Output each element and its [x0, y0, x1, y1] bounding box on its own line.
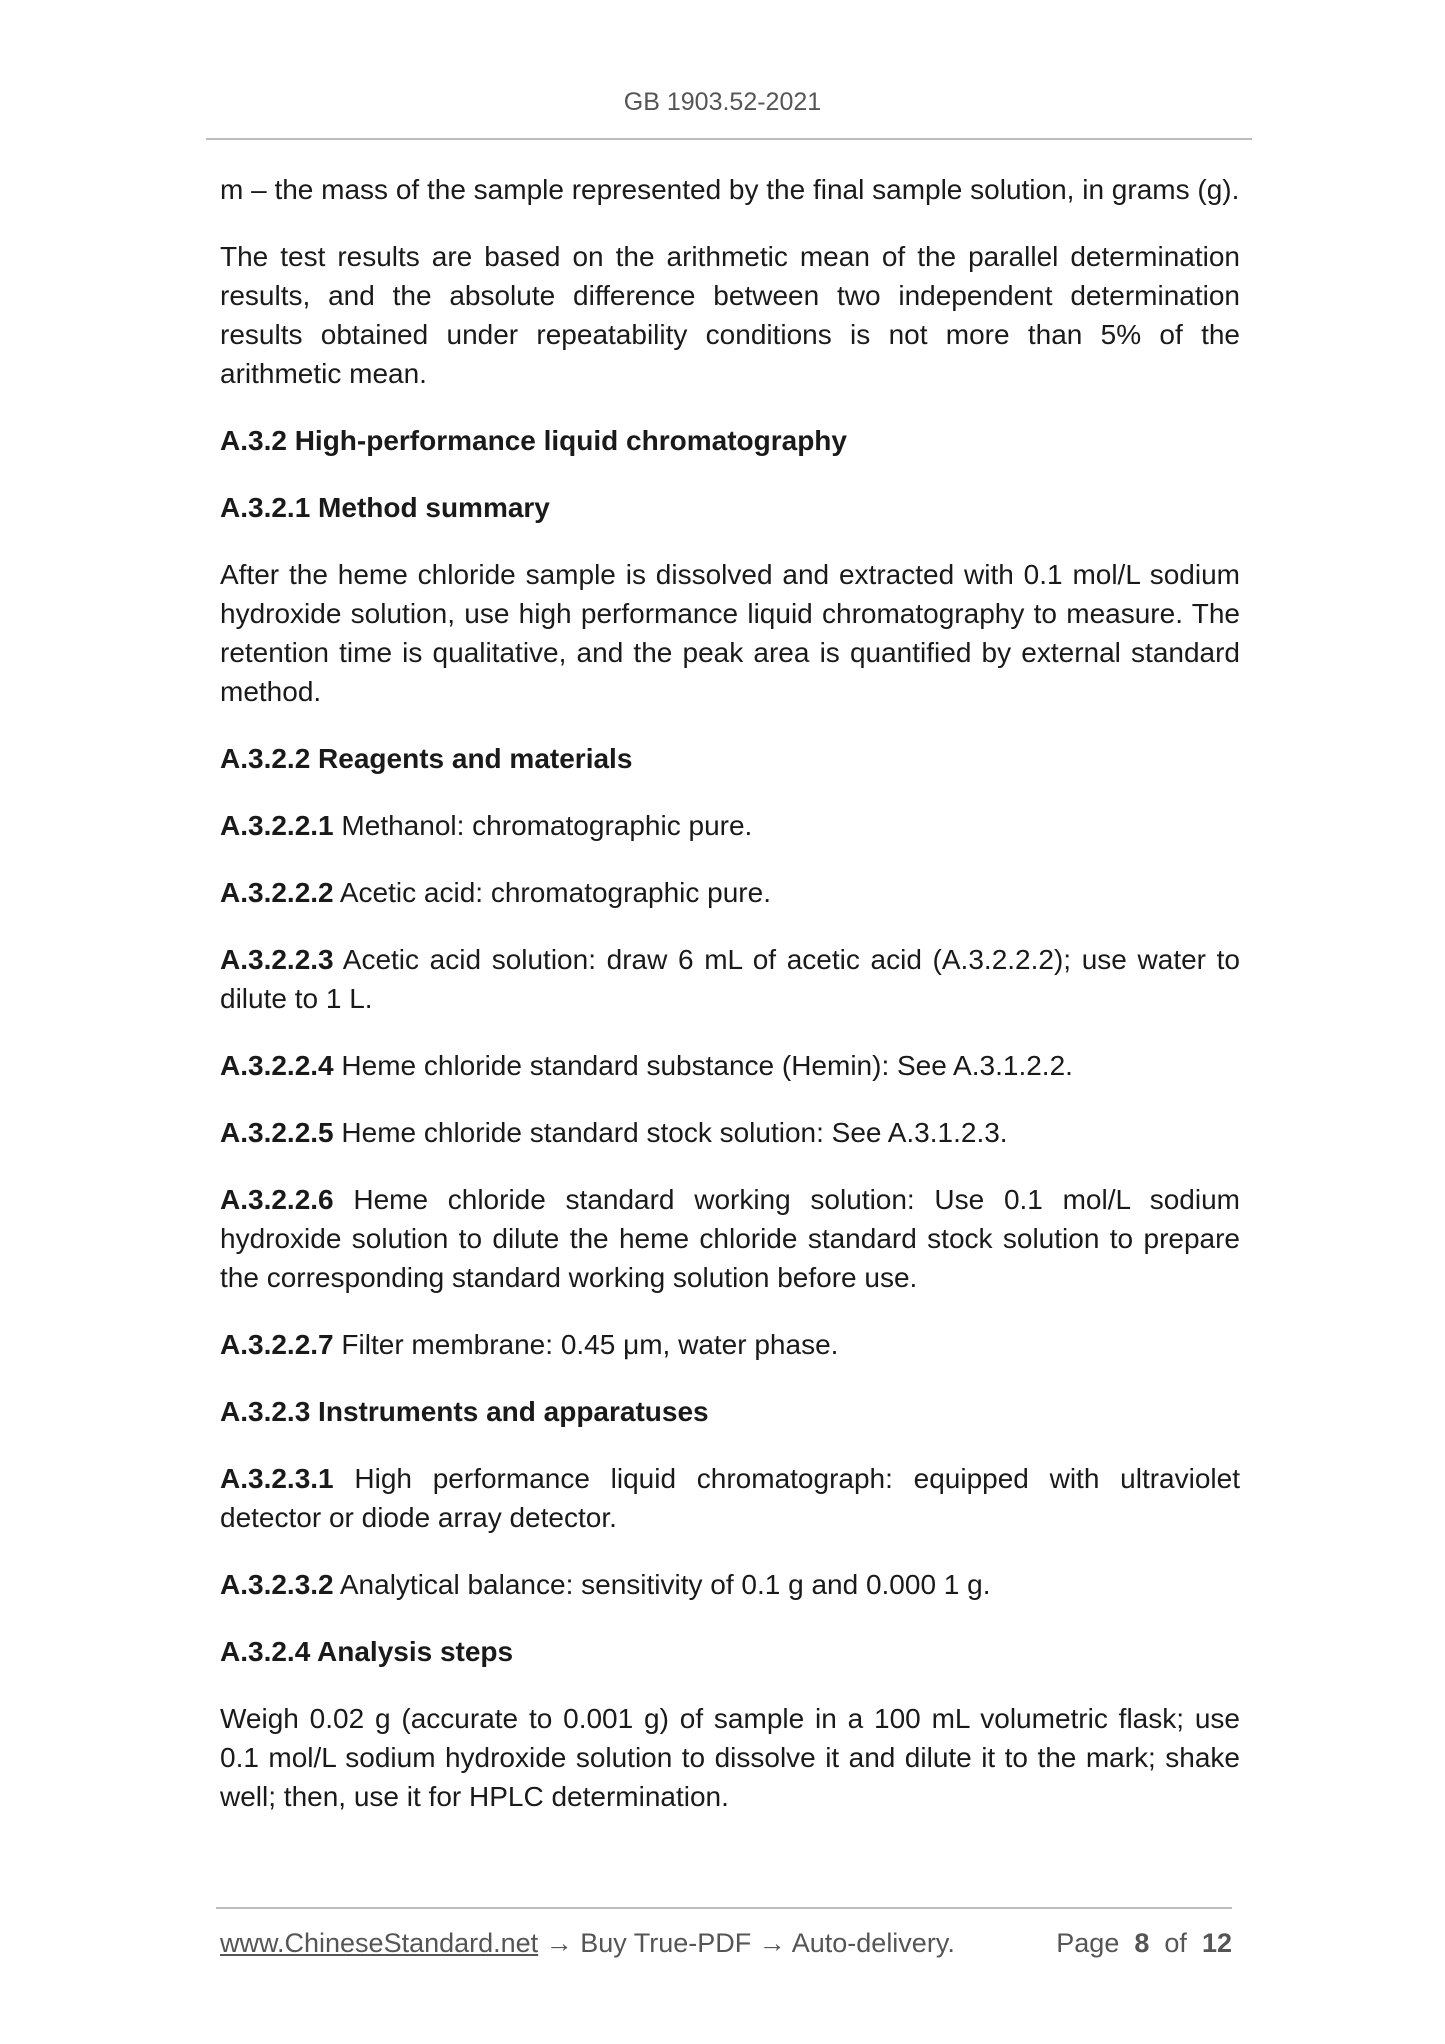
page-label: Page: [1056, 1928, 1120, 1958]
clause-a32222: [220, 873, 1240, 912]
clause-a32231: [220, 1459, 1240, 1537]
clause-text: High performance liquid chromatograph: equipped with ultraviolet detector or diode array detector.: [220, 1463, 1240, 1533]
section-heading-a323: A.3.2.3 Instruments and apparatuses: [220, 1396, 709, 1427]
results-paragraph: The test results are based on the arithmetic mean of the parallel determination results, and the absolute difference between two independent determination results obtained under repeatability conditions is not more than 5% of the arithmetic mean.: [220, 241, 1240, 389]
clause-id: A.3.2.2.6: [220, 1184, 334, 1215]
clause-text: Acetic acid solution: draw 6 mL of acetic acid (A.3.2.2.2); use water to dilute to 1 L.: [220, 944, 1241, 1014]
clause-id: A.3.2.3.2: [220, 1569, 334, 1600]
section-heading-a321: A.3.2.1 Method summary: [220, 492, 550, 523]
analysis-steps-paragraph: Weigh 0.02 g (accurate to 0.001 g) of sample in a 100 mL volumetric flask; use 0.1 mol/L sodium hydroxide solution to dissolve it and dilute it to the mark; shake well; then, use it for HPLC determination.: [220, 1703, 1240, 1812]
footer-tagline: → Buy True-PDF → Auto-delivery.: [538, 1928, 955, 1958]
clause-a32226: [220, 1180, 1240, 1297]
total-pages-number: 12: [1201, 1928, 1232, 1958]
clause-id: A.3.2.2.7: [220, 1329, 334, 1360]
section-heading-a32: A.3.2 High-performance liquid chromatography: [220, 425, 847, 456]
page-indicator: [1056, 1928, 1232, 1959]
current-page-number: 8: [1134, 1928, 1150, 1958]
clause-id: A.3.2.2.2: [220, 877, 334, 908]
clause-a32232: [220, 1565, 1240, 1604]
clause-id: A.3.2.3.1: [220, 1463, 334, 1494]
clause-id: A.3.2.2.4: [220, 1050, 334, 1081]
clause-text: Heme chloride standard substance (Hemin): See A.3.1.2.2.: [341, 1050, 1073, 1081]
clause-text: Acetic acid: chromatographic pure.: [339, 877, 771, 908]
footer-divider: [216, 1907, 1232, 1909]
header-divider: [206, 138, 1252, 140]
clause-id: A.3.2.2.5: [220, 1117, 334, 1148]
chinese-standard-link[interactable]: www.ChineseStandard.net: [220, 1928, 539, 1958]
clause-id: A.3.2.2.1: [220, 810, 334, 841]
page-header-title: GB 1903.52-2021: [623, 88, 822, 116]
page-of-label: of: [1164, 1928, 1187, 1958]
clause-text: Methanol: chromatographic pure.: [341, 810, 753, 841]
clause-a32225: [220, 1113, 1240, 1152]
clause-a32221: [220, 806, 1240, 845]
clause-id: A.3.2.2.3: [220, 944, 334, 975]
clause-a32224: [220, 1046, 1240, 1085]
clause-a32223: [220, 940, 1240, 1018]
clause-text: Analytical balance: sensitivity of 0.1 g and 0.000 1 g.: [339, 1569, 991, 1600]
variable-definition-m: m – the mass of the sample represented by the final sample solution, in grams (g).: [220, 174, 1240, 205]
footer-promo: [220, 1928, 955, 1959]
clause-text: Heme chloride standard working solution: Use 0.1 mol/L sodium hydroxide solution to dilute the heme chloride standard stock solution to prepare the corresponding standard working solution before use.: [220, 1184, 1240, 1293]
method-summary-paragraph: After the heme chloride sample is dissolved and extracted with 0.1 mol/L sodium hydroxide solution, use high performance liquid chromatography to measure. The retention time is qualitative, and the peak area is quantified by external standard method.: [220, 559, 1240, 707]
document-body: [220, 170, 1240, 1844]
clause-text: Heme chloride standard stock solution: See A.3.1.2.3.: [341, 1117, 1008, 1148]
clause-text: Filter membrane: 0.45 μm, water phase.: [341, 1329, 839, 1360]
clause-a32227: [220, 1325, 1240, 1364]
section-heading-a322: A.3.2.2 Reagents and materials: [220, 743, 633, 774]
section-heading-a324: A.3.2.4 Analysis steps: [220, 1636, 514, 1667]
